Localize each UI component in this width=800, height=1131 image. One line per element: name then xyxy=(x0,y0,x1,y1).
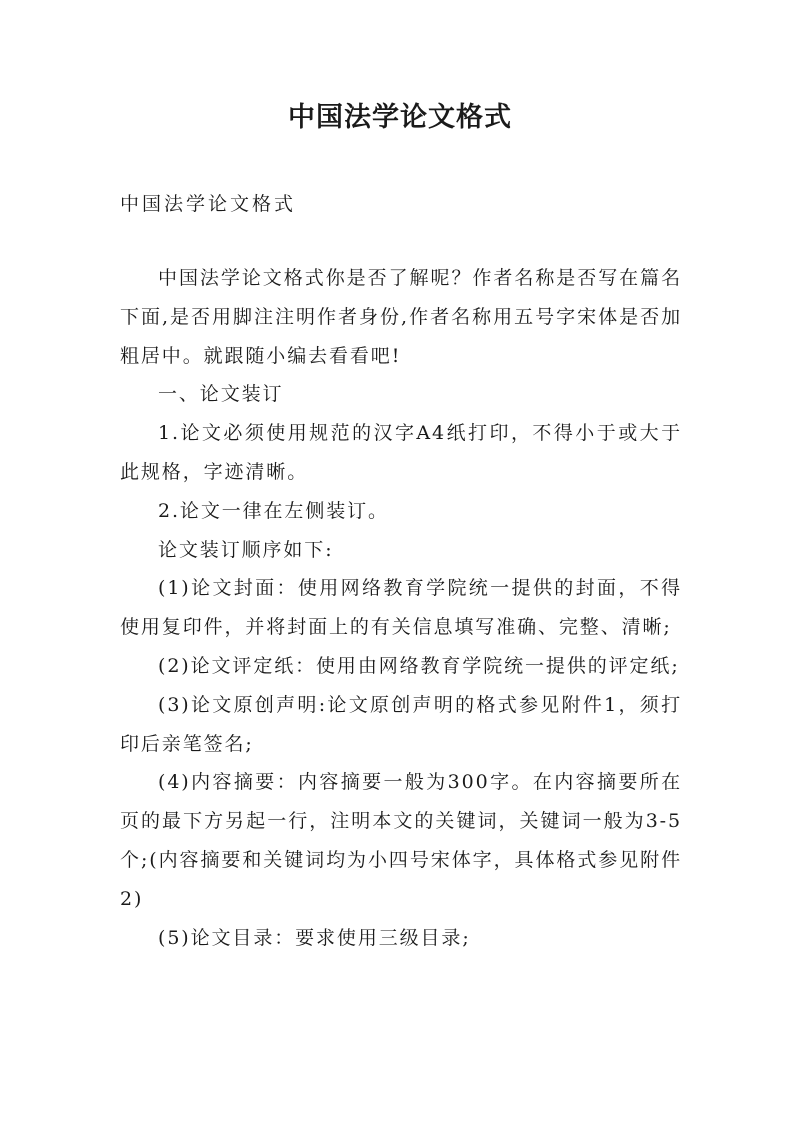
paragraph-toc: (5)论文目录：要求使用三级目录; xyxy=(158,926,471,949)
paragraph-intro: 中国法学论文格式你是否了解呢？作者名称是否写在篇名下面,是否用脚注注明作者身份,作者名称用五号字宋体是否加粗居中。就跟随小编去看看吧! xyxy=(120,267,682,367)
paragraph-cover: (1)论文封面：使用网络教育学院统一提供的封面，不得使用复印件，并将封面上的有关信息填写准确、完整、清晰; xyxy=(120,577,682,639)
section-heading-binding: 一、论文装订 xyxy=(158,383,284,406)
paragraph-item-1: 1.论文必须使用规范的汉字A4纸打印，不得小于或大于此规格，字迹清晰。 xyxy=(120,422,682,483)
paragraph-item-2: 2.论文一律在左侧装订。 xyxy=(158,499,389,522)
document-title: 中国法学论文格式 xyxy=(288,102,512,133)
paragraph-order-intro: 论文装订顺序如下: xyxy=(158,538,334,561)
paragraph-evaluation: (2)论文评定纸：使用由网络教育学院统一提供的评定纸; xyxy=(158,654,680,677)
paragraph-declaration: (3)论文原创声明:论文原创声明的格式参见附件1，须打印后亲笔签名; xyxy=(120,693,682,755)
document-subtitle: 中国法学论文格式 xyxy=(120,193,297,215)
paragraph-abstract: (4)内容摘要：内容摘要一般为300字。在内容摘要所在页的最下方另起一行，注明本文的关键词，关键词一般为3-5个;(内容摘要和关键词均为小四号宋体字，具体格式参见附件2) xyxy=(120,771,682,910)
document-body xyxy=(120,259,682,957)
